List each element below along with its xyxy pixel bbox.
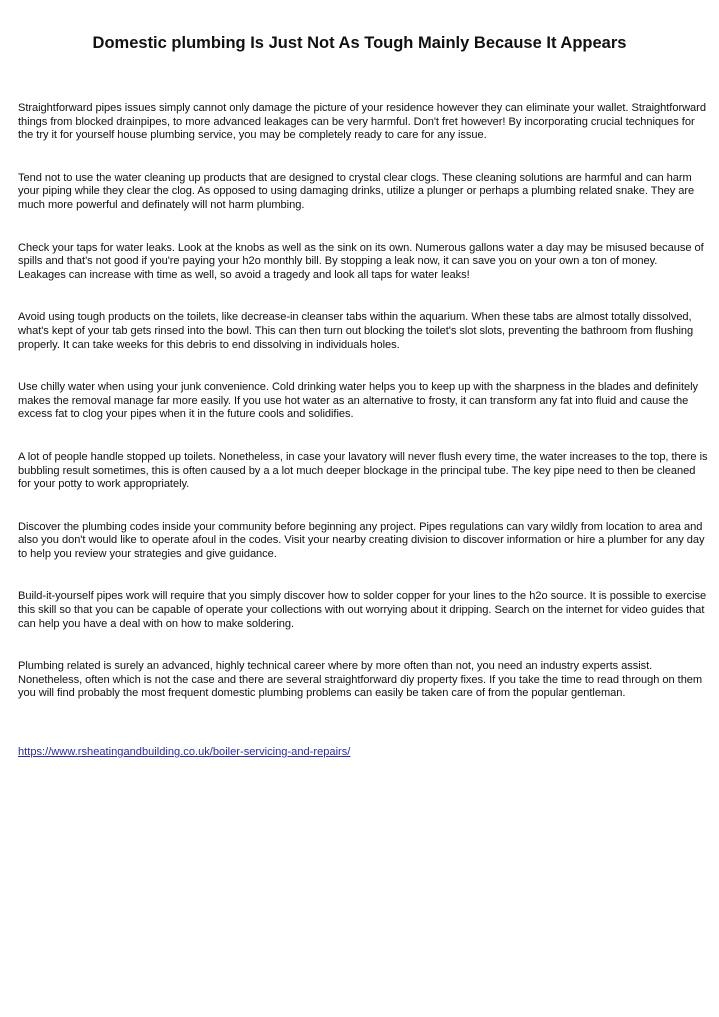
article-body: [18, 102, 708, 760]
paragraph-6: A lot of people handle stopped up toilets. Nonetheless, in case your lavatory will never flush every time, the water increases to the top, there is bubbling result sometimes, this is often caused by a a lot much deeper blockage in the principal tube. The key pipe need to then be cleaned for your potty to work appropriately.: [18, 450, 708, 491]
paragraph-2: Tend not to use the water cleaning up products that are designed to crystal clear clogs. These cleaning solutions are harmful and can harm your piping while they clear the clog. As opposed to using damaging drinks, utilize a plunger or perhaps a plumbing related snake. They are much more powerful and definately will not harm plumbing.: [18, 171, 695, 211]
paragraph-1: Straightforward pipes issues simply cannot only damage the picture of your residence however they can eliminate your wallet. Straightforward things from blocked drainpipes, to more advanced leakages can be very harmful. Don't fret however! By incorporating crucial techniques for the try it for yourself house plumbing service, you may be completely ready to care for any issue.: [18, 102, 706, 142]
paragraph-3: Check your taps for water leaks. Look at the knobs as well as the sink on its own. Numerous gallons water a day may be misused because of spills and that's not good if you're paying your h2o monthly bill. By stopping a leak now, it can save you on your own a ton of money. Leakages can increase with time as well, so avoid a tragedy and look all taps for water leaks!: [18, 241, 704, 281]
paragraph-4: Avoid using tough products on the toilets, like decrease-in cleanser tabs within the aquarium. When these tabs are almost totally dissolved, what's kept of your tab gets rinsed into the bowl. This can then turn out blocking the toilet's slot slots, preventing the bathroom from flushing properly. It can take weeks for this debris to end dissolving in individuals holes.: [18, 311, 694, 351]
page-title: Domestic plumbing Is Just Not As Tough Mainly Because It Appears: [92, 34, 627, 52]
link-container: [18, 746, 708, 760]
paragraph-8: Build-it-yourself pipes work will require that you simply discover how to solder copper for your lines to the h2o source. It is possible to exercise this skill so that you can be capable of operate your collections with out worrying about it dripping. Search on the internet for video guides that can help you have a deal with on how to make soldering.: [18, 590, 707, 630]
paragraph-5: Use chilly water when using your junk convenience. Cold drinking water helps you to keep up with the sharpness in the blades and definitely makes the removal manage far more easily. If you use hot water as an alternative to frosty, it can transform any fat into fluid and cause the excess fat to clog your pipes when it in the future cools and solidifies.: [18, 381, 699, 421]
external-link[interactable]: https://www.rsheatingandbuilding.co.uk/boiler-servicing-and-repairs/: [18, 746, 351, 759]
paragraph-9: Plumbing related is surely an advanced, highly technical career where by more often than not, you need an industry experts assist. Nonetheless, often which is not the case and there are several straightforward diy property fixes. If you take the time to read through on them you will find probably the most frequent domestic plumbing problems can easily be taken care of from the popular gentleman.: [18, 660, 703, 700]
paragraph-7: Discover the plumbing codes inside your community before beginning any project. Pipes regulations can vary wildly from location to area and also you don't would like to operate afoul in the codes. Visit your nearby creating division to discover information or hire a plumber for any day to help you review your strategies and give guidance.: [18, 520, 705, 560]
